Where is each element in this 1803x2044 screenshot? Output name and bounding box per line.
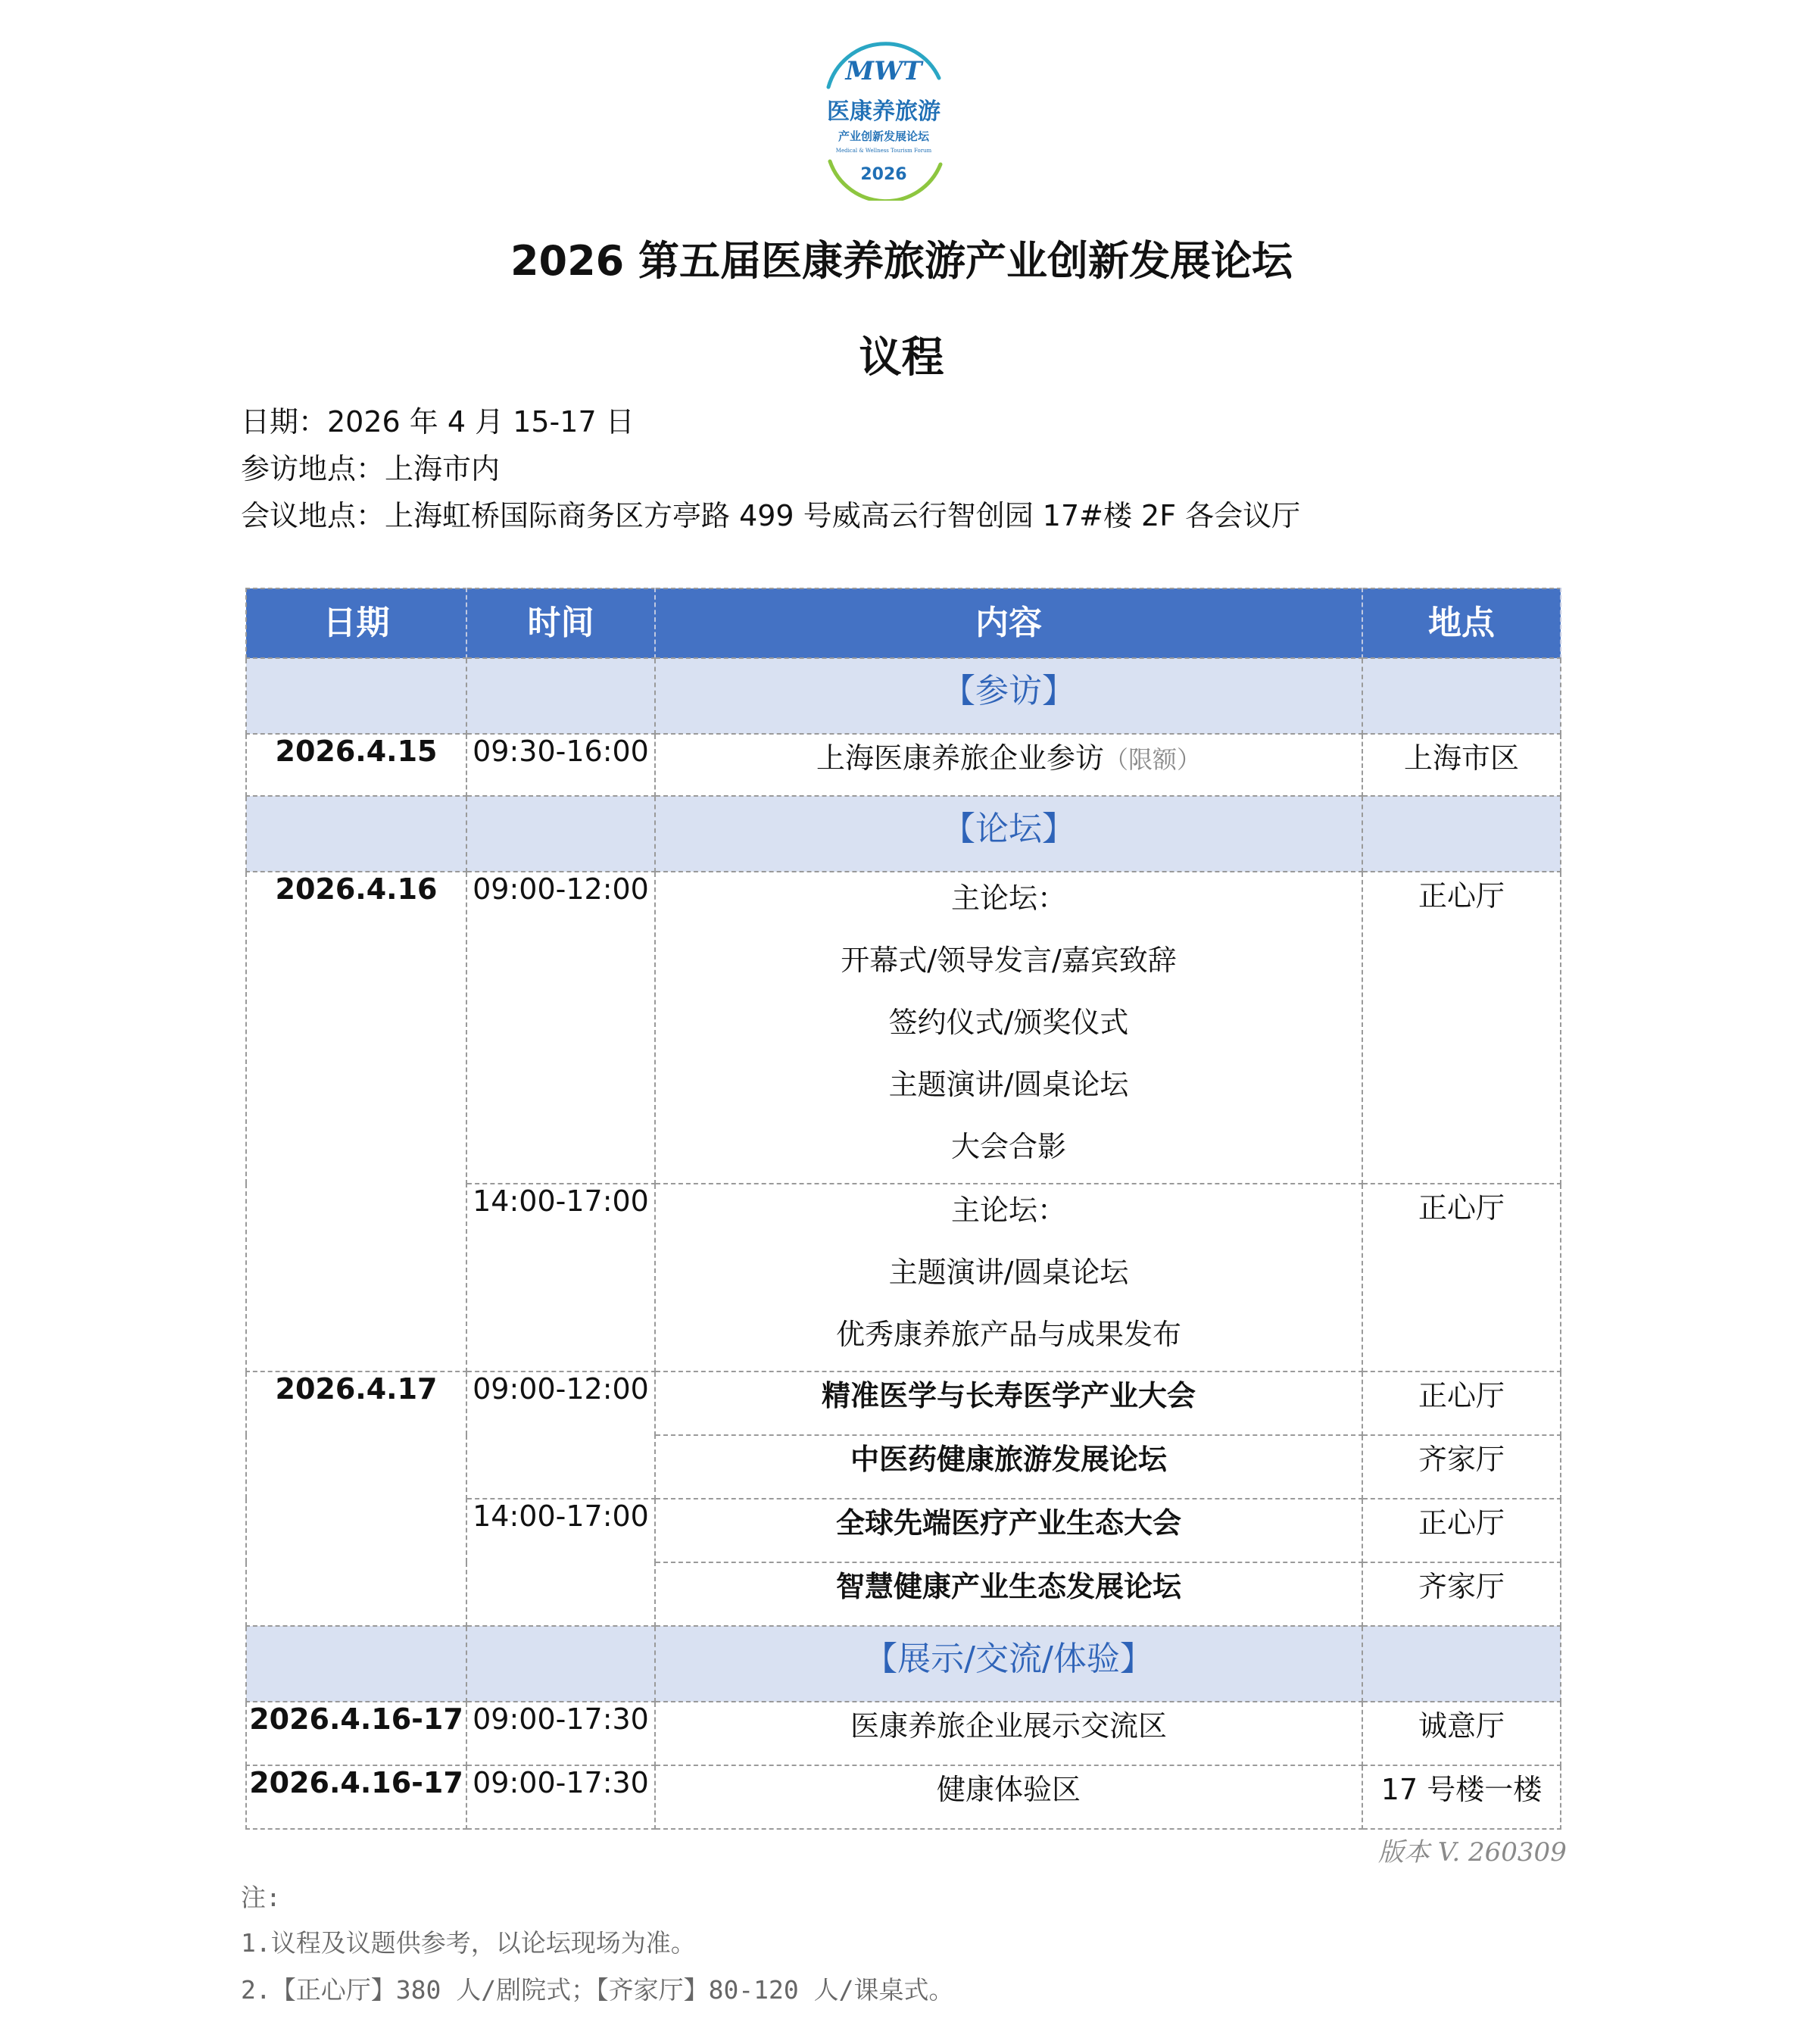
logo-subtitle: 产业创新发展论坛	[838, 130, 930, 143]
version-label: 版本 V. 260309	[1378, 1837, 1567, 1868]
row-content: 健康体验区	[655, 1765, 1362, 1829]
table-row	[246, 1765, 1561, 1829]
row-content: 全球先端医疗产业生态大会	[655, 1499, 1362, 1562]
row-time: 09:30-16:00	[466, 734, 655, 796]
row-location: 齐家厅	[1362, 1562, 1561, 1626]
row-date: 2026.4.16-17	[246, 1702, 466, 1765]
row-location: 正心厅	[1362, 1184, 1561, 1372]
row-content	[655, 1184, 1362, 1372]
content-line: 优秀康养旅产品与成果发布	[835, 1318, 1181, 1351]
row-time: 14:00-17:00	[466, 1499, 655, 1626]
content-line: 签约仪式/颁奖仪式	[888, 1006, 1129, 1039]
note-item: 1.议程及议题供参考，以论坛现场为准。	[241, 1928, 696, 1958]
row-location: 上海市区	[1362, 734, 1561, 796]
table-header-row	[246, 588, 1561, 658]
row-location: 17 号楼一楼	[1362, 1765, 1561, 1829]
row-location: 正心厅	[1362, 1372, 1561, 1435]
section-label-forum: 【论坛】	[655, 796, 1362, 872]
row-time: 14:00-17:00	[466, 1184, 655, 1372]
notes-label: 注:	[241, 1883, 281, 1912]
section-row-visit	[246, 658, 1561, 734]
row-location: 正心厅	[1362, 1499, 1561, 1562]
row-time: 09:00-17:30	[466, 1702, 655, 1765]
row-location: 诚意厅	[1362, 1702, 1561, 1765]
section-label-visit: 【参访】	[655, 658, 1362, 734]
row-content: 精准医学与长寿医学产业大会	[655, 1372, 1362, 1435]
table-row	[246, 872, 1561, 1184]
section-label-expo: 【展示/交流/体验】	[655, 1626, 1362, 1702]
table-row	[246, 734, 1561, 796]
content-line: 开幕式/领导发言/嘉宾致辞	[841, 944, 1177, 977]
logo-year: 2026	[860, 165, 907, 184]
row-location: 正心厅	[1362, 872, 1561, 1184]
visit-quota-note: （限额）	[1104, 745, 1202, 774]
header-content: 内容	[655, 588, 1362, 658]
row-content: 中医药健康旅游发展论坛	[655, 1435, 1362, 1499]
row-content	[655, 734, 1362, 796]
header-location: 地点	[1362, 588, 1561, 658]
logo-name: 医康养旅游	[827, 98, 940, 125]
page-subtitle: 议程	[859, 333, 944, 382]
table-row	[246, 1372, 1561, 1435]
visit-content: 上海医康养旅企业参访	[816, 741, 1104, 775]
row-content: 智慧健康产业生态发展论坛	[655, 1562, 1362, 1626]
event-date: 日期：2026 年 4 月 15-17 日	[241, 405, 635, 438]
visit-location: 参访地点：上海市内	[241, 452, 501, 485]
row-date: 2026.4.17	[246, 1372, 466, 1626]
note-item: 2.【正心厅】380 人/剧院式；【齐家厅】80-120 人/课桌式。	[241, 1975, 954, 2005]
row-date: 2026.4.16-17	[246, 1765, 466, 1829]
content-line: 主题演讲/圆桌论坛	[888, 1256, 1129, 1289]
row-time: 09:00-17:30	[466, 1765, 655, 1829]
row-time: 09:00-12:00	[466, 872, 655, 1184]
logo-english: Medical & Wellness Tourism Forum	[835, 148, 932, 154]
row-location: 齐家厅	[1362, 1435, 1561, 1499]
logo-mark: MWT	[845, 56, 922, 86]
row-date: 2026.4.15	[246, 734, 466, 796]
content-line: 主论坛：	[950, 882, 1066, 915]
table-row	[246, 1702, 1561, 1765]
agenda-table	[245, 588, 1561, 1830]
header-time: 时间	[466, 588, 655, 658]
header-date: 日期	[246, 588, 466, 658]
content-line: 大会合影	[950, 1130, 1066, 1163]
forum-logo	[812, 34, 956, 201]
content-line: 主论坛：	[950, 1194, 1066, 1227]
row-date: 2026.4.16	[246, 872, 466, 1372]
section-row-expo	[246, 1626, 1561, 1702]
row-time: 09:00-12:00	[466, 1372, 655, 1499]
row-content	[655, 872, 1362, 1184]
page-title: 2026 第五届医康养旅游产业创新发展论坛	[510, 237, 1293, 285]
row-content: 医康养旅企业展示交流区	[655, 1702, 1362, 1765]
content-line: 主题演讲/圆桌论坛	[888, 1068, 1129, 1101]
conference-venue: 会议地点：上海虹桥国际商务区方亭路 499 号威高云行智创园 17#楼 2F 各会议厅	[241, 499, 1301, 532]
section-row-forum	[246, 796, 1561, 872]
